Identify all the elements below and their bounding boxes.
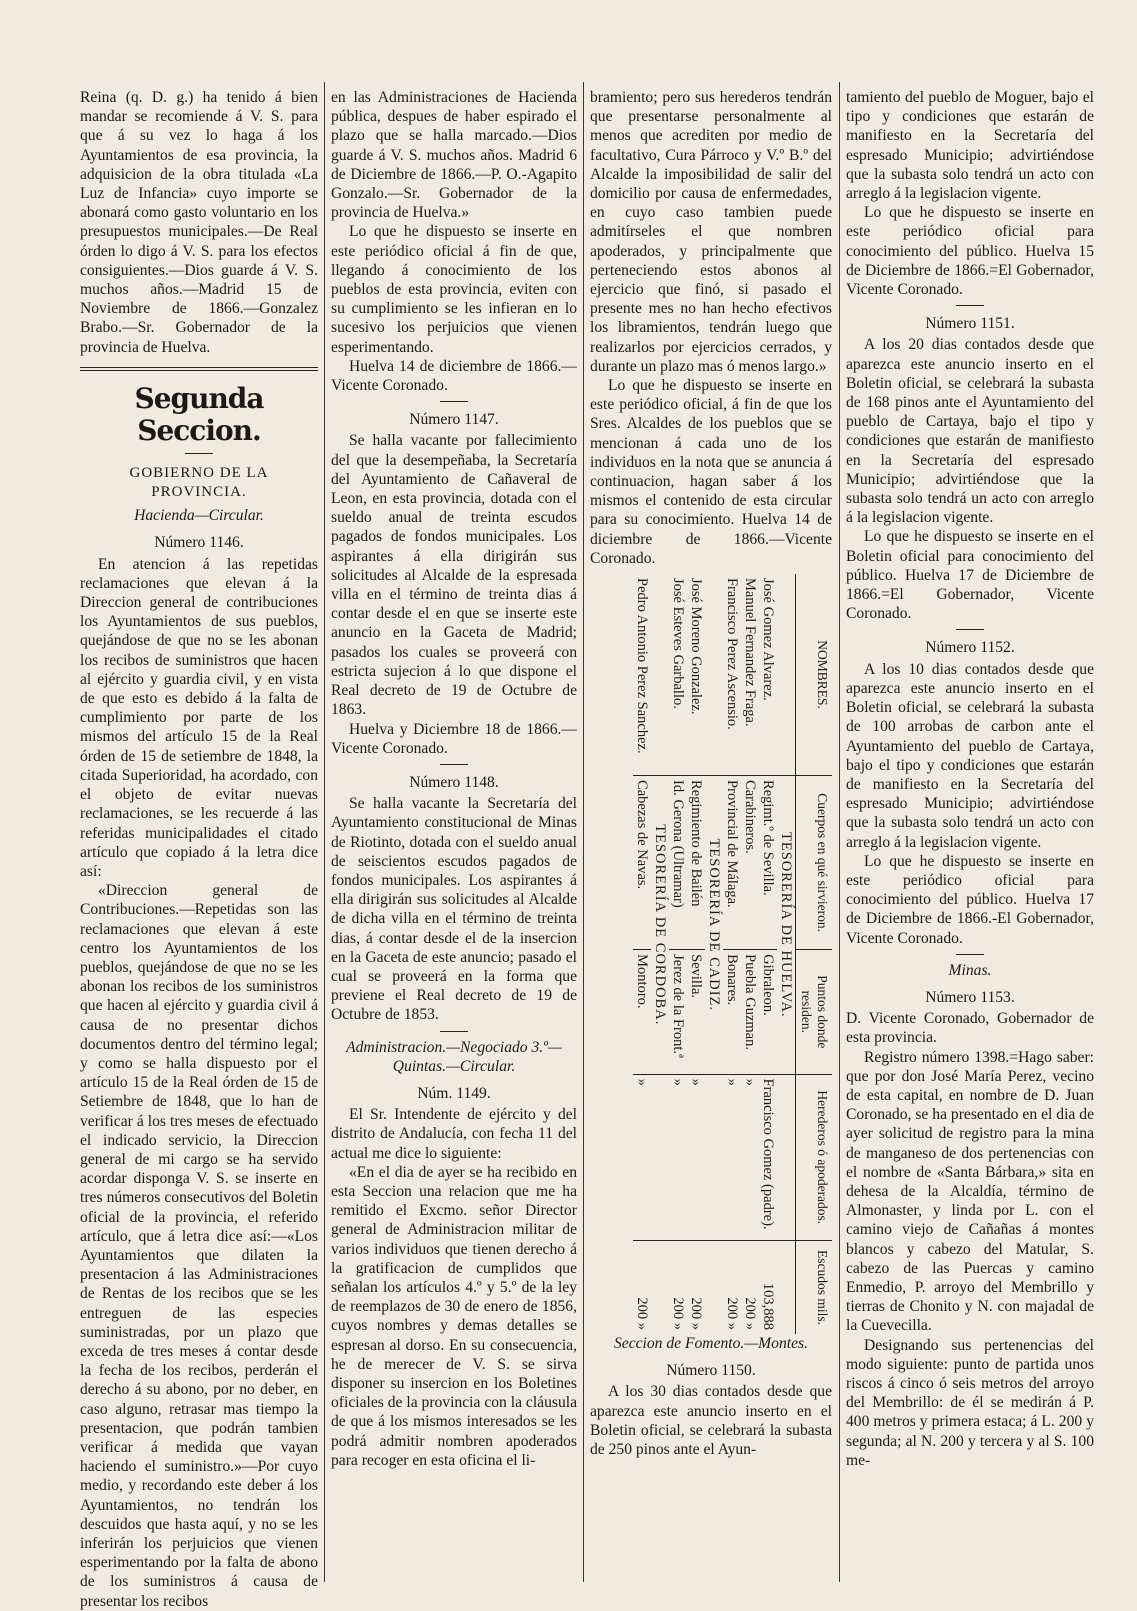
subsection-heading: Hacienda—Circular. (134, 507, 264, 525)
notice-number: Número 1148. (409, 773, 499, 791)
paragraph: A los 20 dias contados desde que aparezca este anuncio inserto en el Boletin oficial, se celebrará la subasta de 168 pinos ante el Ayuntamiento del pueblo de Cartaya, bajo el tipo y condiciones que estarán de manifiesto en la Secretaría del espresado Municipio; advirtiéndose que la subasta solo tendrá un acto con arreglo á la legislacion vigente. (846, 336, 1094, 527)
column-3 (590, 88, 832, 1580)
paragraph: Se halla vacante la Secretaría del Ayuntamiento constitucional de Minas de Riotinto, dotada con el sueldo anual de seiscientos escudos pagados de fondos municipales. Los aspirantes á ella dirigirán sus solicitudes al Alcalde de dicha villa en el término de treinta dias, á contar desde el de la insercion en la Gaceta de este anuncio; pasado el cual se proveerá en la forma que previene el Real decreto de 19 de Octubre de 1853. (331, 795, 577, 1024)
cell-heirs: » (669, 1074, 687, 1240)
cell-amount: 200 » (669, 1241, 687, 1335)
divider-dash (956, 305, 984, 306)
paragraph: Lo que he dispuesto se inserte en este periódico oficial para conocimiento del público. Huelva 15 de Diciembre de 1866.=El Gobernador, Vicente Coronado. (846, 204, 1094, 299)
table-row (741, 574, 759, 1334)
table-row (633, 574, 651, 1334)
signature-line: Huelva 14 de diciembre de 1866.—Vicente Coronado. (331, 357, 577, 395)
subsection-heading: Administracion.—Negociado 3.º—Quintas.—Circular. (346, 1038, 562, 1075)
divider-dash (440, 401, 468, 402)
table-row (687, 574, 705, 1334)
table-row (759, 574, 777, 1334)
paragraph: Lo que he dispuesto se inserte en este periódico oficial á fin de que, llegando á conocimiento de los pueblos de esta provincia, eviten con su cumplimiento se les infieran en lo sucesivo los perjuicios que vienen esperimentando. (331, 223, 577, 356)
cell-corps: Regimiento de Bailén (687, 776, 705, 950)
divider-dash (440, 764, 468, 765)
cell-amount: 103,888 (759, 1241, 777, 1335)
cell-place: Gibraleon. (759, 950, 777, 1074)
notice-number: Número 1152. (925, 639, 1015, 657)
cell-corps: Id. Gerona (Ultramar) (669, 776, 687, 950)
paragraph: D. Vicente Coronado, Gobernador de esta provincia. (846, 1010, 1094, 1047)
paragraph: en las Administraciones de Hacienda pública, despues de haber espirado el plazo que se halla marcado.—Dios guarde á V. S. muchos años. Madrid 6 de Diciembre de 1866.—P. O.-Agapito Gonzalo.—Sr. Gobernador de la provincia de Huelva.» (331, 89, 577, 222)
paragraph: Lo que he dispuesto se inserte en este periódico oficial para conocimiento del público. Huelva 17 de Diciembre de 1866.-El Gobernador, Vicente Coronado. (846, 852, 1094, 947)
paragraph: «En el dia de ayer se ha recibido en esta Seccion una relacion que me ha remitido el Excmo. señor Director general de Administracion militar de varios individuos que tienen derecho á la gratificacion de cumplidos que señalan los artículos 4.º y 5.º de la ley de reemplazos de 30 de enero de 1856, cuyos nombres y demas detalles se espresan al dorso. En su consecuencia, he de merecer de V. S. se sirva disponer su insercion en los Boletines oficiales de la provincia con la cláusula de que á los mismos interesados se les podrá admitir nombren apoderados para recoger en esta oficina el li- (331, 1163, 577, 1469)
paragraph: Lo que he dispuesto se inserte en el Boletin oficial para conocimiento del público. Huelva 17 de Diciembre de 1866.=El Gobernador, Vicente Coronado. (846, 528, 1094, 623)
cell-amount: 200 » (723, 1241, 741, 1335)
notice-number: Número 1147. (409, 411, 499, 429)
beneficiaries-table (590, 574, 832, 1334)
treasury-heading: TESORERÍA DE HUELVA. (777, 776, 796, 1075)
rotated-table-container (590, 574, 832, 1334)
cell-heirs: » (687, 1074, 705, 1240)
paragraph: El Sr. Intendente de ejército y del distrito de Andalucía, con fecha 11 del actual me dice lo siguiente: (331, 1106, 577, 1162)
table-row (723, 574, 741, 1334)
subsection-heading: Seccion de Fomento.—Montes. (613, 1335, 808, 1353)
column-2 (331, 88, 577, 1580)
divider-dash (440, 1031, 468, 1032)
paragraph: Designando sus pertenencias del modo siguiente: punto de partida unos riscos á cinco ó seis metros del arroyo del Membrillo: de él se medirán á P. 400 metros y primera estaca; á L. 200 y segunda; al N. 200 y tercera y al S. 100 me- (846, 1336, 1094, 1469)
cell-place: Jerez de la Front.ª (669, 950, 687, 1074)
header-corps: Cuerpos en qué sirvieron. (796, 776, 833, 950)
notice-number: Número 1146. (154, 534, 244, 552)
paragraph: Se halla vacante por fallecimiento del que la desempeñaba, la Secretaría del Ayuntamiento de Cañaveral de Leon, en esta provincia, dotada con el sueldo anual de treinta escudos pagados de fondos municipales. Los aspirantes á ella dirigirán sus solicitudes al Alcalde de la espresada villa en el término de treinta dias á contar desde el en que se inserte este anuncio en la Gaceta de Madrid; pasados los cuales se proveerá con estricta sujecion á lo que dispone el Real decreto de 19 de Octubre de 1863. (331, 432, 577, 719)
cell-amount: 200 » (741, 1241, 759, 1335)
cell-heirs: Francisco Gomez (padre). (759, 1074, 777, 1240)
treasury-heading: TESORERÍA DE CORDOBA. (651, 776, 669, 1075)
cell-corps: Regimt.º de Sevilla. (759, 776, 777, 950)
opening-paragraph: Reina (q. D. g.) ha tenido á bien mandar se recomiende á V. S. para que á su vez lo haga á los Ayuntamientos de esa provincia, la adquisicion de la obra titulada «La Luz de Infancia» cuyo importe se abonará como gasto voluntario en los presupuestos municipales.—De Real órden lo digo á V. S. para los efectos consiguientes.—Dios guarde á V. S. muchos años.—Madrid 15 de Noviembre de 1866.—Gonzalez Brabo.—Sr. Gobernador de la provincia de Huelva. (80, 89, 318, 356)
cell-heirs: » (633, 1074, 651, 1240)
cell-place: Puebla Guzman. (741, 950, 759, 1074)
header-places: Puntos donde residen. (796, 950, 833, 1074)
treasury-heading: TESORERÍA DE CADIZ. (705, 776, 723, 1075)
notice-number: Número 1151. (925, 315, 1015, 333)
header-heirs: Herederos ó apoderados. (796, 1074, 833, 1240)
divider-dash (956, 954, 984, 955)
cell-name: Manuel Fernandez Fraga. (742, 578, 758, 727)
cell-place: Montoro. (633, 950, 651, 1074)
column-divider (583, 82, 584, 1582)
paragraph: «Direccion general de Contribuciones.—Repetidas son las reclamaciones que elevan á este centro los Ayuntamientos de los pueblos, quejándose de que no se les abonan los recibos de los suministros que hacen al ejército y guardia civil á causa de no presentar dichos documentos dentro del término legal; y como se halla dispuesto por el artículo 15 de la Real órden de 15 de Setiembre de 1848, que lo han de verificar á los tres meses de efectuado el indicado servicio, la Direccion general de mi cargo se ha servido acordar disponga V. S. se inserte en tres números consecutivos del Boletin oficial de la provincia, el referido artículo, que á letra dice así:—«Los Ayuntamientos que dilaten la presentacion á las Administraciones de Rentas de los recibos que se les entreguen de las especies suministradas, por un plazo que exceda de tres meses á contar desde la fecha de los recibos, perderán el derecho á su abono, por no deber, en caso alguno, retrasar mas tiempo la presentacion, que podrán tambien verificar á medida que vayan haciendo el suministro.»—Por cuyo medio, y recordando este deber á los Ayuntamientos, no tendrán los descuidos que hasta aquí, y no se les inferirán los perjuicios que vienen esperimentando por la falta de abono de los suministros á causa de presentar los recibos (80, 882, 318, 1610)
paragraph: tamiento del pueblo de Moguer, bajo el tipo y condiciones que estarán de manifiesto en la Secretaría del espresado Municipio; advirtiéndose que la subasta solo tendrá un acto con arreglo á la legislacion vigente. (846, 89, 1094, 203)
cell-place: Bonares. (723, 950, 741, 1074)
signature-line: Huelva y Diciembre 18 de 1866.—Vicente Coronado. (331, 720, 577, 757)
cell-corps: Cabezas de Navas. (633, 776, 651, 950)
cell-name: José Gomez Alvarez. (760, 578, 776, 701)
column-4 (846, 88, 1094, 1580)
paragraph: A los 30 dias contados desde que aparezca este anuncio inserto en el Boletin oficial, se celebrará la subasta de 250 pinos ante el Ayun- (590, 1383, 832, 1459)
paragraph: En atencion á las repetidas reclamaciones que elevan á la Direccion general de contribuciones los Ayuntamientos de sus pueblos, quejándose de que no se les abonan los recibos de suministros que hacen al ejército y guardia civil, y en vista de que esto es debido á la falta de cumplimiento por parte de los mismos del artículo 15 de la Real órden de 15 de setiembre de 1848, la citada Superioridad, ha acordado, con el objeto de evitar nuevas reclamaciones, se les recuerde á las referidas municipalidades el citado artículo que copiado á la letra dice así: (80, 555, 318, 880)
header-names: NOMBRES. (796, 574, 833, 776)
section-title: Segunda Seccion. (134, 381, 264, 447)
cell-name: José Esteves Garballo. (670, 578, 686, 709)
column-divider (324, 82, 325, 1582)
paragraph: bramiento; pero sus herederos tendrán que presentarse personalmente al menos que acrediten por medio de facultativo, Cura Párroco y V.º B.º del Alcalde la imposibilidad de salir del domicilio por causa de enfermedades, en cuyo caso tambien puede admitírseles el que nombren apoderados, y principalmente que perteneciendo estos abonos al ejercicio que finó, si pasado el presente mes no han hecho efectivos los libramientos, tendrán luego que realizarlos por ejercicios cerrados, y durante un plazo mas ó menos largo.» (590, 89, 832, 375)
government-heading: GOBIERNO DE LA PROVINCIA. (129, 464, 269, 501)
cell-heirs: » (741, 1074, 759, 1240)
notice-number: Número 1153. (925, 988, 1015, 1006)
notice-number: Número 1150. (666, 1362, 756, 1380)
section-divider (80, 367, 318, 371)
cell-corps: Carabineros. (741, 776, 759, 950)
cell-corps: Provincial de Málaga. (723, 776, 741, 950)
header-amount: Escudos mils. (796, 1241, 833, 1335)
cell-name: Pedro Antonio Perez Sanchez. (634, 578, 650, 754)
column-1 (80, 88, 318, 1610)
paragraph: Lo que he dispuesto se inserte en este periódico oficial, á fin de que los Sres. Alcaldes de los pueblos que se mencionan á cada uno de los individuos en la nota que se anuncia á continuacion, hagan saber á los mismos el contenido de esta circular para su conocimiento. Huelva 14 de diciembre de 1866.—Vicente Coronado. (590, 377, 832, 567)
divider-dash (185, 453, 213, 454)
cell-amount: 200 » (687, 1241, 705, 1335)
notice-number: Núm. 1149. (417, 1084, 491, 1102)
paragraph: Registro número 1398.=Hago saber: que por don José María Perez, vecino de esta capital, en nombre de D. Juan Coronado, se ha presentado en el dia de ayer solicitud de registro para la mina de manganeso de dos pertenencias con el nombre de «Santa Bárbara,» sita en dehesa de la Alcaldía, término de Almonaster, y linda por L. con el camino viejo de Cañañas á montes blancos y cabezo del Matular, S. cabezo de las Puercas y camino Enmedio, P. arroyo del Membrillo y tierras de Chonito y N. con majadal de la Cuevecilla. (846, 1048, 1094, 1335)
cell-name: Francisco Perez Ascensio. (724, 578, 740, 730)
table-row (669, 574, 687, 1334)
paragraph: A los 10 dias contados desde que aparezca este anuncio inserto en el Boletin oficial, se celebrará la subasta de 100 arrobas de carbon ante el Ayuntamiento del pueblo de Cartaya, bajo el tipo y condiciones que estarán de manifiesto en la Secretaría del espresado Municipio; advirtiéndose que la subasta solo tendrá un acto con arreglo á la legislacion vigente. (846, 660, 1094, 851)
subsection-heading: Minas. (948, 961, 992, 979)
cell-amount: 200 » (633, 1241, 651, 1335)
cell-place: Sevilla. (687, 950, 705, 1074)
cell-heirs: » (723, 1074, 741, 1240)
cell-name: José Moreno Gonzalez. (688, 578, 704, 715)
column-divider (839, 82, 840, 1582)
divider-dash (956, 629, 984, 630)
